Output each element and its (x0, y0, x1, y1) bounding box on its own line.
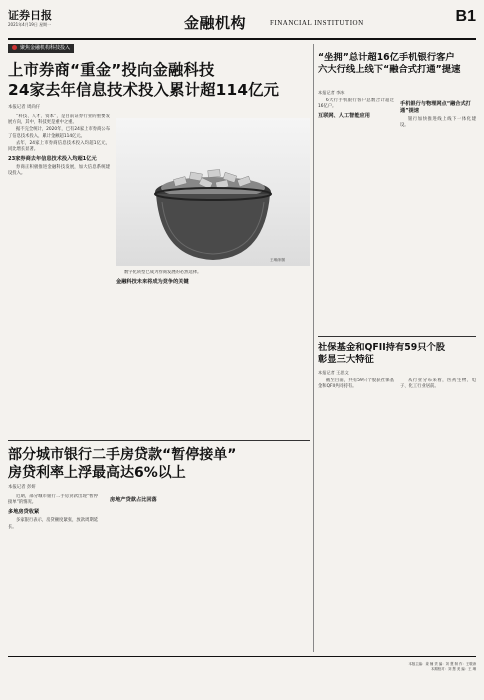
page-number: B1 (455, 8, 476, 25)
issue-date: 2021年4月19日 星期一 (8, 22, 52, 27)
lead-paragraph: 数字化转型已成为券商发展的必然选择。 (124, 270, 202, 275)
right-top-paragraph: 银行加快推进线上线下一体化建设。 (400, 117, 476, 129)
right-bottom-paragraph: 截至目前，共有59只个股获社保基金和QFII共同持有。 (318, 378, 394, 390)
second-headline-line2: 房贷利率上浮最高达6%以上 (8, 465, 186, 481)
lead-column-1 (8, 114, 110, 434)
bullet-icon (12, 45, 17, 50)
section-divider (8, 440, 310, 441)
right-bottom-headline (318, 342, 476, 366)
lead-paragraph: 券商正积极推进金融科技发展，加大信息系统建设投入。 (8, 165, 110, 177)
lead-headline (8, 60, 279, 100)
right-top-subhead: 手机银行与物理网点“融合式打通”提速 (400, 101, 471, 114)
right-top-headline (318, 52, 476, 76)
right-top-column-2 (400, 98, 476, 332)
right-bottom-headline-line1: 社保基金和QFII持有59只个股 (318, 342, 446, 353)
second-column-2 (110, 494, 206, 654)
second-byline: 本报记者 彭妍 (8, 485, 36, 490)
second-subhead: 房地产贷款占比回落 (110, 497, 157, 503)
second-headline (8, 446, 236, 482)
section-title-en: FINANCIAL INSTITUTION (270, 19, 364, 27)
masthead (8, 4, 476, 38)
second-subhead: 多地房贷收紧 (8, 509, 40, 516)
second-column-1 (8, 494, 98, 654)
lead-paragraph: 据不完全统计，2020年，已有24家上市券商公布了信息技术投入，累计金额超114亿元。 (8, 127, 110, 139)
lead-headline-line2: 24家去年信息技术投入累计超114亿元 (8, 81, 280, 99)
second-headline-line1: 部分城市银行二手房贷款“暂停接单” (8, 447, 237, 463)
lead-column-2 (116, 270, 212, 434)
right-top-headline-line2: 六大行线上线下“融合式打通”提速 (318, 64, 461, 75)
newspaper-brand: 证券日报 (8, 9, 52, 22)
right-top-paragraph: 6大行手机银行客户总数合计超过16亿户。 (318, 98, 394, 110)
money-pot-illustration (116, 118, 310, 266)
right-bottom-column-2 (400, 378, 476, 652)
lead-photo (116, 118, 310, 266)
lead-subhead: 金融科技未来将成为竞争的关键 (116, 279, 189, 286)
photo-caption: 王琳/制图 (270, 258, 286, 262)
right-top-column-1 (318, 98, 394, 332)
lead-byline: 本报记者 周尚仔 (8, 105, 41, 110)
right-bottom-column-1 (318, 378, 394, 652)
top-rule (8, 38, 476, 40)
right-top-headline-line1: “坐拥”总计超16亿手机银行客户 (318, 52, 455, 63)
lead-subhead: 23家券商去年信息技术投入均超1亿元 (8, 156, 97, 163)
lead-kicker-label: 聚焦金融机构科技投入 (20, 45, 71, 51)
right-divider (318, 336, 476, 337)
right-top-byline: 本报记者 李冰 (318, 90, 345, 95)
second-paragraph: 近期，部分城市银行二手房贷款出现“暂停接单”的情况。 (8, 494, 98, 506)
right-bottom-headline-line2: 彰显三大特征 (318, 354, 374, 365)
column-rule (313, 44, 314, 652)
right-bottom-byline: 本报记者 王思文 (318, 370, 349, 375)
lead-paragraph: “科技、人才、资本”，是目前证券行业的重要发展方向，其中，科技更是重中之重。 (8, 114, 110, 126)
right-bottom-paragraph: 从行业分布来看，医药生物、电子、化工行业居前。 (400, 378, 476, 390)
lead-kicker (8, 44, 74, 53)
lead-paragraph: 去年，24家上市券商信息技术投入均超1亿元，同比增长显著。 (8, 140, 110, 153)
section-title: 金融机构 (184, 14, 247, 32)
lead-headline-line1: 上市券商“重金”投向金融科技 (8, 61, 215, 79)
right-top-subhead: 互联网、人工智能应用 (318, 113, 370, 120)
second-paragraph: 多家银行表示，房贷额度紧张，放款周期延长。 (8, 518, 98, 530)
bottom-rule (8, 656, 476, 657)
editor-credits: 本版主编：姜 楠 责 编：刘 慧 制 作：王敬涛 本期校对：刘 慧 美 编：王 琳 (408, 662, 476, 671)
